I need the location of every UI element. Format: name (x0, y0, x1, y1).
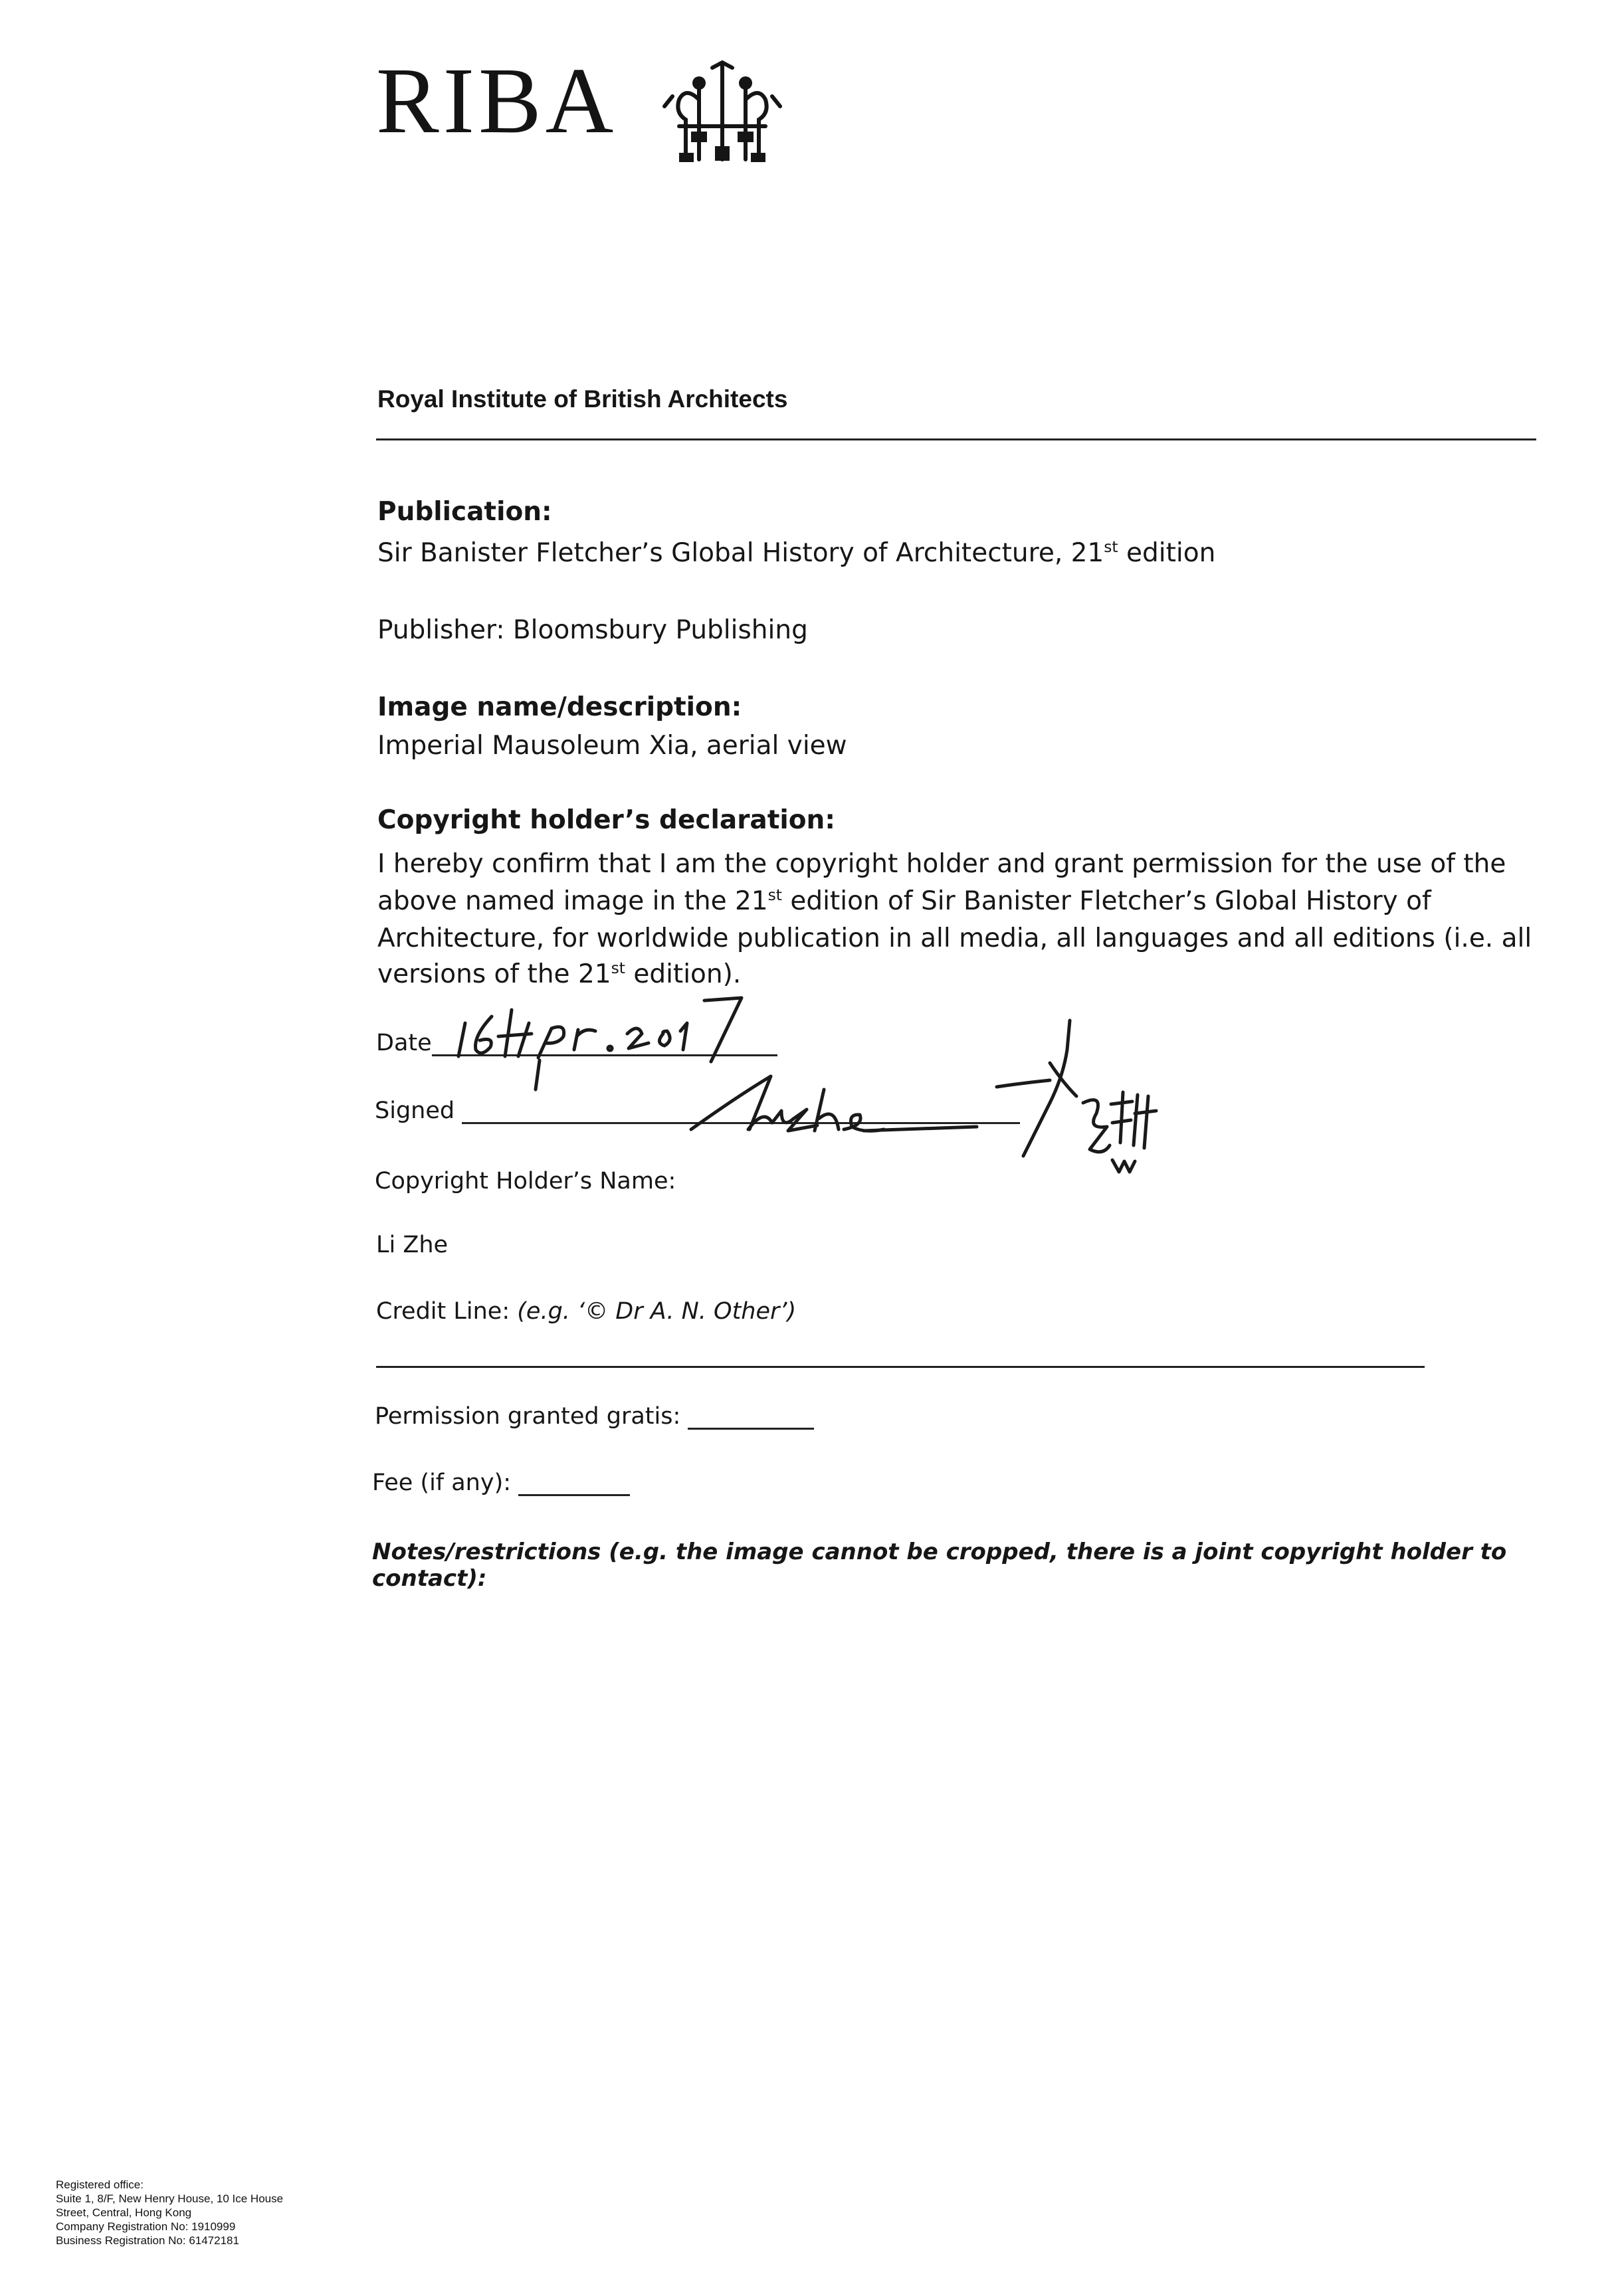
publisher-line: Publisher: Bloomsbury Publishing (377, 615, 808, 645)
footer-line-2: Suite 1, 8/F, New Henry House, 10 Ice House (56, 2192, 284, 2205)
registered-office-footer (56, 2178, 283, 2248)
notes-label: Notes/restrictions (e.g. the image cannot be cropped, there is a joint copyright holder to contact): (372, 1539, 1507, 1592)
gratis-row (375, 1403, 814, 1430)
date-line (432, 1030, 777, 1056)
image-label: Image name/description: (377, 692, 742, 722)
image-description: Imperial Mausoleum Xia, aerial view (377, 731, 847, 761)
institute-name: Royal Institute of British Architects (377, 385, 788, 413)
signed-label: Signed (375, 1098, 455, 1124)
riba-logo-text: RIBA (376, 48, 618, 153)
gratis-label: Permission granted gratis: (375, 1403, 681, 1430)
declaration-line-2b: edition of Sir Banister Fletcher’s Global History of (781, 886, 1431, 916)
publication-label: Publication: (377, 497, 552, 527)
declaration-line-1: I hereby confirm that I am the copyright holder and grant permission for the use of the (377, 849, 1506, 879)
declaration-line-4b: edition). (625, 959, 742, 989)
gratis-line (688, 1404, 814, 1430)
publication-title-text: Sir Banister Fletcher’s Global History of Architecture, 21 (377, 538, 1104, 568)
footer-line-1: Registered office: (56, 2178, 144, 2191)
declaration-line-2-sup: st (767, 886, 782, 904)
declaration-line-4a: versions of the 21 (377, 959, 611, 989)
declaration-line-3: Architecture, for worldwide publication in all media, all languages and all editions (i.e. all (377, 923, 1532, 953)
fee-row (372, 1470, 630, 1496)
declaration-line-4 (377, 959, 741, 989)
date-row (376, 1030, 777, 1056)
date-label: Date (376, 1030, 432, 1056)
header-divider (376, 438, 1536, 440)
credit-label: Credit Line: (376, 1298, 518, 1325)
holder-name-label: Copyright Holder’s Name: (375, 1168, 676, 1195)
credit-example: (e.g. ‘© Dr A. N. Other’) (517, 1298, 797, 1325)
fee-label: Fee (if any): (372, 1470, 512, 1496)
holder-name: Li Zhe (376, 1232, 449, 1258)
declaration-line-2a: above named image in the 21 (377, 886, 768, 916)
riba-crest-icon (659, 60, 785, 166)
declaration-label: Copyright holder’s declaration: (377, 805, 835, 835)
signed-line (462, 1098, 1020, 1124)
signed-row (375, 1098, 1020, 1124)
publication-title-sup: st (1104, 537, 1118, 556)
fee-line (518, 1470, 630, 1496)
publication-title-end: edition (1118, 538, 1216, 568)
credit-divider (376, 1366, 1425, 1368)
publication-title (377, 538, 1215, 568)
credit-line (376, 1298, 796, 1325)
footer-line-4: Company Registration No: 1910999 (56, 2220, 236, 2233)
declaration-line-2 (377, 886, 1431, 916)
footer-line-5: Business Registration No: 61472181 (56, 2234, 239, 2247)
declaration-line-4-sup: st (611, 959, 625, 977)
footer-line-3: Street, Central, Hong Kong (56, 2206, 192, 2219)
